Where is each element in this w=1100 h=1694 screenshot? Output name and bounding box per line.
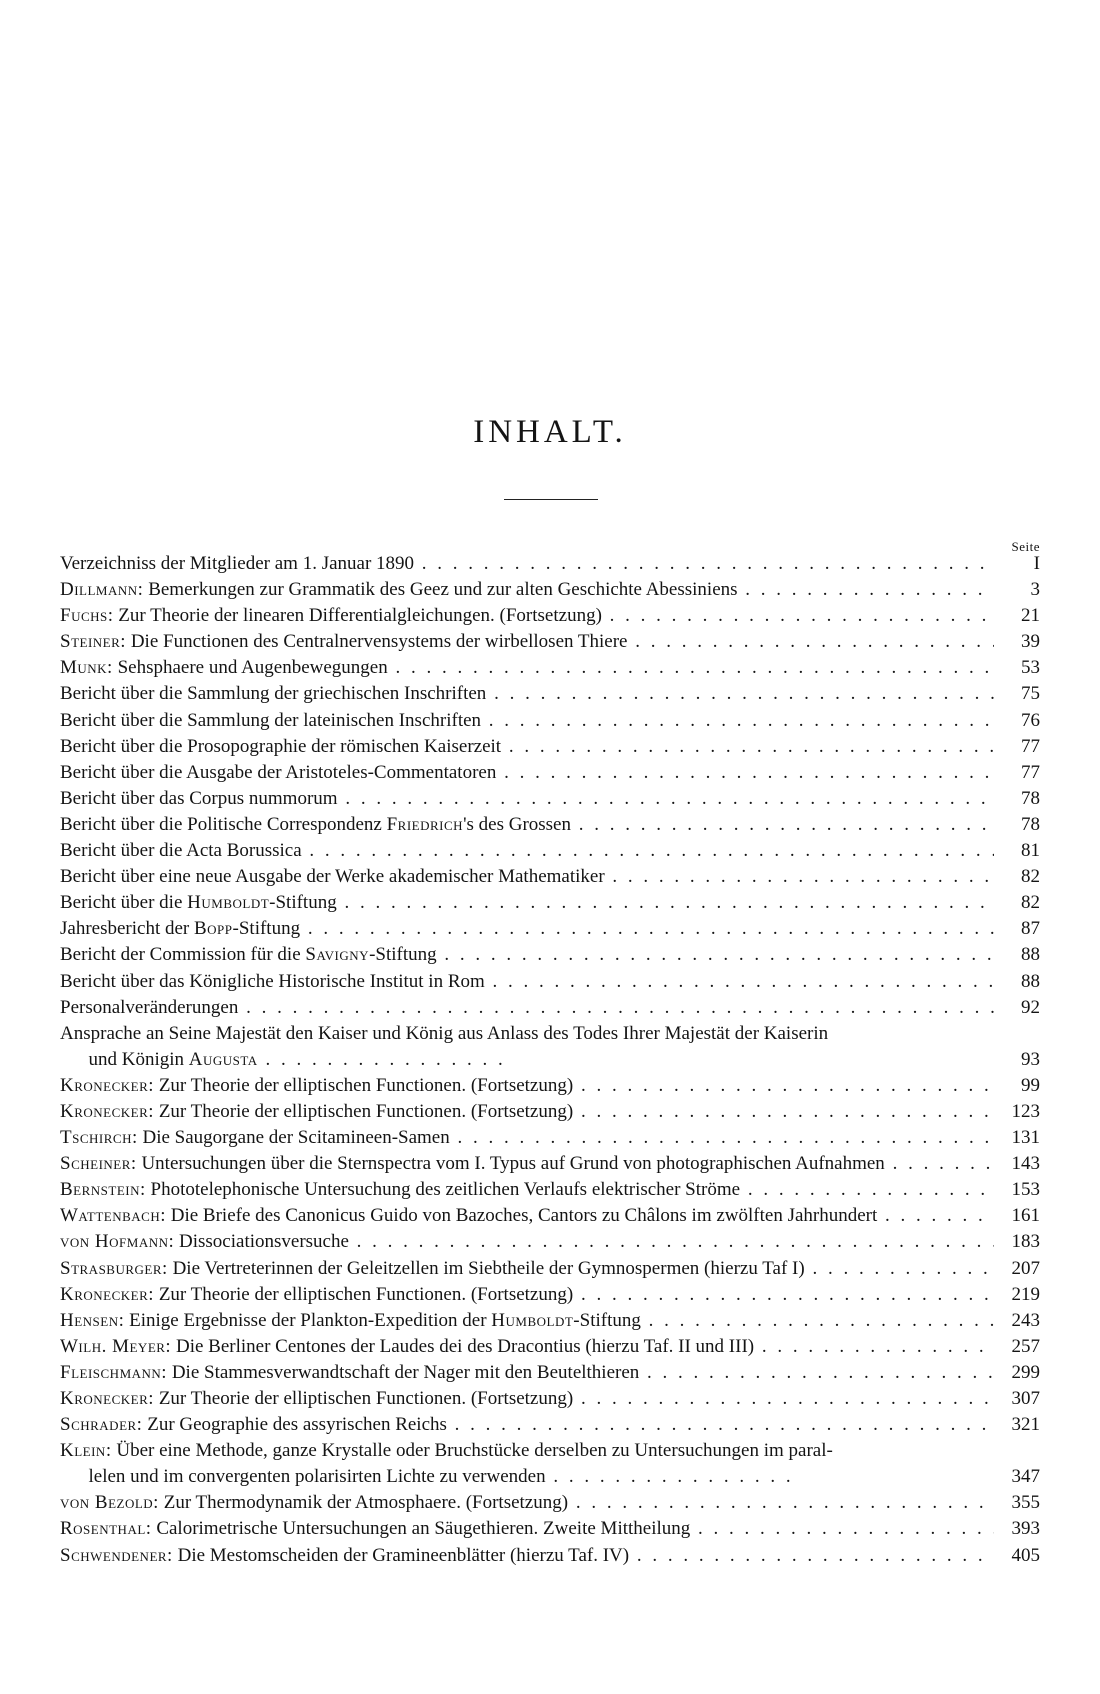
toc-entry xyxy=(60,1490,1040,1516)
toc-entry-page: 82 xyxy=(1021,866,1040,888)
toc-entry-text xyxy=(60,1516,994,1542)
toc-entry-text xyxy=(60,864,994,890)
toc-entry xyxy=(60,995,1040,1021)
toc-entry-page: 76 xyxy=(1021,709,1040,731)
toc-entry-title: Bericht über das Königliche Historische Institut in Rom xyxy=(60,970,485,992)
toc-entry xyxy=(60,838,1040,864)
toc-entry-text: Ansprache an Seine Majestät den Kaiser und König aus Anlass des Todes Ihrer Majestät der Kaiserin und Königin Augusta . . . . . . . . . . . . . . . . xyxy=(60,1022,829,1070)
toc-entry xyxy=(60,1308,1040,1334)
toc-entry xyxy=(60,1151,1040,1177)
toc-entry-page: 143 xyxy=(1011,1153,1040,1175)
toc-entry-text xyxy=(60,1412,994,1438)
toc-entry-page: 88 xyxy=(1021,970,1040,992)
toc-entry-title: Die Saugorgane der Scitamineen-Samen xyxy=(142,1127,450,1149)
toc-entry-page: 153 xyxy=(1011,1179,1040,1201)
toc-entry xyxy=(60,1229,1040,1255)
toc-entry-title: Bericht über die Ausgabe der Aristoteles-Commentatoren xyxy=(60,761,497,783)
toc-entry xyxy=(60,708,1040,734)
toc-entry-text xyxy=(60,708,994,734)
toc-entry-text xyxy=(60,1177,994,1203)
toc-entry xyxy=(60,734,1040,760)
toc-entry-text xyxy=(60,1360,994,1386)
toc-entry-text xyxy=(60,577,994,603)
toc-entry-page: 3 xyxy=(1030,579,1040,601)
toc-entry-title: Bericht über das Corpus nummorum xyxy=(60,787,338,809)
toc-entry-page: 77 xyxy=(1021,761,1040,783)
toc-entry-page: 183 xyxy=(1011,1231,1040,1253)
toc-entry xyxy=(60,655,1040,681)
toc-entry-text xyxy=(60,1282,994,1308)
toc-entry-author: Schrader: xyxy=(60,1414,143,1436)
toc-entry-page: 81 xyxy=(1021,840,1040,862)
toc-entry xyxy=(60,1386,1040,1412)
toc-entry-author: Wilh. Meyer: xyxy=(60,1335,172,1357)
toc-entry-title: Jahresbericht der xyxy=(60,918,190,940)
toc-entry-page: 347 xyxy=(1011,1466,1040,1488)
toc-entry-author: Bernstein: xyxy=(60,1179,146,1201)
toc-entry-author: Scheiner: xyxy=(60,1153,137,1175)
toc-entry-title: Zur Theorie der elliptischen Functionen. (Fortsetzung) xyxy=(158,1100,574,1122)
toc-entry-title: Bemerkungen zur Grammatik des Geez und zur alten Geschichte Abessiniens xyxy=(148,579,738,601)
toc-entry-text xyxy=(60,1308,994,1334)
toc-entry-title: Bericht über eine neue Ausgabe der Werke akademischer Mathematiker xyxy=(60,866,605,888)
toc-entry-text xyxy=(60,1073,994,1099)
toc-entry-page: 307 xyxy=(1011,1388,1040,1409)
toc-entry-page: 257 xyxy=(1011,1335,1040,1357)
toc-entry xyxy=(60,1256,1040,1282)
toc-entry-title: Die Functionen des Centralnervensystems der wirbellosen Thiere xyxy=(130,631,628,653)
toc-entry xyxy=(60,1438,1040,1490)
toc-entry-page: 355 xyxy=(1011,1492,1040,1514)
page-title: INHALT. xyxy=(473,414,627,450)
toc-entry-title: Über eine Methode, ganze Krystalle oder Bruchstücke derselben zu Untersuchungen im paral- xyxy=(116,1440,833,1462)
toc-entry-smallcaps: Augusta xyxy=(188,1048,258,1070)
toc-entry xyxy=(60,1099,1040,1125)
toc-entry-text xyxy=(60,942,994,968)
toc-entry-title-suffix: -Stiftung xyxy=(232,918,301,940)
toc-entry-page: I xyxy=(1033,553,1040,574)
toc-entry-title: Zur Geographie des assyrischen Reichs xyxy=(147,1414,447,1436)
toc-entry-author: von Bezold: xyxy=(60,1492,159,1514)
toc-entry-title: Sehsphaere und Augenbewegungen xyxy=(117,657,388,679)
toc-entry-text xyxy=(60,655,994,681)
toc-entry xyxy=(60,1360,1040,1386)
table-of-contents xyxy=(60,539,1040,1569)
toc-entry-author: Hensen: xyxy=(60,1309,125,1331)
toc-entry xyxy=(60,1125,1040,1151)
toc-entry-title: Die Berliner Centones der Laudes dei des Dracontius (hierzu Taf. II und III) xyxy=(175,1335,755,1357)
toc-entry-page: 321 xyxy=(1011,1414,1040,1436)
toc-entry-text xyxy=(60,786,994,812)
toc-entry-page: 207 xyxy=(1011,1257,1040,1279)
toc-entry xyxy=(60,577,1040,603)
toc-entry-author: Kronecker: xyxy=(60,1100,155,1122)
toc-entry-title: Zur Thermodynamik der Atmosphaere. (Fortsetzung) xyxy=(163,1492,569,1514)
toc-entry-text xyxy=(60,551,994,577)
toc-entry xyxy=(60,1516,1040,1542)
toc-entry xyxy=(60,1177,1040,1203)
toc-entry-page: 21 xyxy=(1021,605,1040,627)
toc-list xyxy=(60,551,1040,1569)
toc-entry xyxy=(60,786,1040,812)
toc-entry-title-suffix: -Stiftung xyxy=(573,1309,641,1331)
toc-entry-smallcaps: Savigny xyxy=(305,944,370,966)
toc-entry-page: 78 xyxy=(1021,813,1040,835)
toc-entry-text xyxy=(60,969,994,995)
toc-entry-text xyxy=(60,1151,994,1177)
toc-entry-title: Personalveränderungen xyxy=(60,996,239,1018)
toc-entry-text xyxy=(60,1229,994,1255)
toc-entry-author: Schwendener: xyxy=(60,1544,173,1566)
toc-entry xyxy=(60,681,1040,707)
toc-entry-smallcaps: Humboldt xyxy=(491,1309,574,1331)
toc-entry-page: 219 xyxy=(1011,1283,1040,1305)
toc-entry-text xyxy=(60,812,994,838)
toc-entry-page: 393 xyxy=(1011,1518,1040,1540)
toc-entry-text xyxy=(60,1099,994,1125)
toc-entry-text xyxy=(60,760,994,786)
toc-entry-text xyxy=(60,1125,994,1151)
toc-entry-page: 123 xyxy=(1011,1100,1040,1122)
toc-entry-title: Zur Theorie der linearen Differentialgleichungen. (Fortsetzung) xyxy=(118,605,602,627)
toc-entry-title: Bericht über die Acta Borussica xyxy=(60,840,302,862)
toc-entry-page: 88 xyxy=(1021,944,1040,966)
toc-entry-text xyxy=(60,629,994,655)
toc-entry-title: Bericht über die Politische Correspondenz xyxy=(60,813,382,835)
toc-entry-continuation: lelen und im convergenten polarisirten Lichte zu verwenden xyxy=(88,1466,546,1488)
toc-entry-text xyxy=(60,890,994,916)
toc-entry-page: 131 xyxy=(1011,1127,1040,1149)
title-divider xyxy=(504,499,598,500)
toc-entry-author: Kronecker: xyxy=(60,1283,155,1305)
toc-entry-text xyxy=(60,838,994,864)
toc-entry-title: Bericht der Commission für die xyxy=(60,944,301,966)
toc-entry xyxy=(60,629,1040,655)
toc-entry-author: Klein: xyxy=(60,1440,112,1462)
toc-entry-page: 93 xyxy=(1021,1048,1040,1070)
toc-entry-page: 39 xyxy=(1021,631,1040,653)
toc-entry-continuation: und Königin xyxy=(88,1048,185,1070)
toc-entry-author: Steiner: xyxy=(60,631,127,653)
toc-entry-page: 92 xyxy=(1021,996,1040,1018)
toc-entry-author: Dillmann: xyxy=(60,579,144,601)
page-column-header: Seite xyxy=(1011,539,1040,554)
toc-entry-title-suffix: -Stiftung xyxy=(269,892,337,914)
toc-entry-title: Bericht über die Prosopographie der römischen Kaiserzeit xyxy=(60,735,502,757)
toc-entry-title: Phototelephonische Untersuchung des zeitlichen Verlaufs elektrischer Ströme xyxy=(150,1179,741,1201)
toc-entry-title-suffix: 's des Grossen xyxy=(463,813,571,835)
toc-entry-author: Tschirch: xyxy=(60,1127,138,1149)
toc-entry-title-suffix: -Stiftung xyxy=(369,944,437,966)
toc-entry-page: 87 xyxy=(1021,918,1040,940)
toc-entry-page: 77 xyxy=(1021,735,1040,757)
toc-entry xyxy=(60,760,1040,786)
toc-entry-text xyxy=(60,1203,994,1229)
toc-entry xyxy=(60,1334,1040,1360)
toc-entry-title: Die Stammesverwandtschaft der Nager mit den Beutelthieren xyxy=(171,1361,640,1383)
toc-entry-title: Untersuchungen über die Sternspectra vom I. Typus auf Grund von photographischen Aufnahmen xyxy=(141,1153,885,1175)
toc-entry-title: Bericht über die Sammlung der lateinischen Inschriften xyxy=(60,709,482,731)
toc-entry-author: Fuchs: xyxy=(60,605,114,627)
toc-entry-title: Einige Ergebnisse der Plankton-Expedition der xyxy=(129,1309,487,1331)
toc-entry-author: Kronecker: xyxy=(60,1074,155,1096)
toc-entry-page: 75 xyxy=(1021,683,1040,705)
toc-entry-text xyxy=(60,1256,994,1282)
toc-entry-author: von Hofmann: xyxy=(60,1231,175,1253)
toc-entry-title: Die Vertreterinnen der Geleitzellen im Siebtheile der Gymnospermen (hierzu Taf I) xyxy=(172,1257,805,1279)
toc-entry xyxy=(60,551,1040,577)
toc-entry xyxy=(60,1412,1040,1438)
toc-entry xyxy=(60,916,1040,942)
toc-entry-author: Fleischmann: xyxy=(60,1361,168,1383)
toc-entry-page: 99 xyxy=(1021,1074,1040,1096)
toc-entry xyxy=(60,603,1040,629)
toc-entry-author: Strasburger: xyxy=(60,1257,168,1279)
toc-entry-text xyxy=(60,916,994,942)
toc-entry-text xyxy=(60,1490,994,1516)
toc-entry-title: Zur Theorie der elliptischen Functionen. (Fortsetzung) xyxy=(158,1074,574,1096)
toc-entry-title: Calorimetrische Untersuchungen an Säugethieren. Zweite Mittheilung xyxy=(156,1518,691,1540)
toc-entry xyxy=(60,812,1040,838)
toc-entry-page: 405 xyxy=(1011,1544,1040,1566)
toc-entry-title: Bericht über die xyxy=(60,892,183,914)
toc-entry xyxy=(60,864,1040,890)
toc-entry-smallcaps: Bopp xyxy=(194,918,233,940)
toc-entry-page: 82 xyxy=(1021,892,1040,914)
toc-entry xyxy=(60,1543,1040,1569)
toc-entry-page: 243 xyxy=(1011,1309,1040,1331)
toc-entry-title: Verzeichniss der Mitglieder am 1. Januar 1890 xyxy=(60,553,415,574)
toc-entry-text xyxy=(60,1334,994,1360)
toc-entry xyxy=(60,942,1040,968)
toc-entry-page: 161 xyxy=(1011,1205,1040,1227)
toc-entry-text xyxy=(60,1386,994,1412)
toc-entry-text xyxy=(60,734,994,760)
toc-entry-text xyxy=(60,681,994,707)
toc-entry-page: 299 xyxy=(1011,1361,1040,1383)
toc-entry xyxy=(60,1021,1040,1073)
toc-entry-author: Munk: xyxy=(60,657,113,679)
toc-entry xyxy=(60,1073,1040,1099)
toc-entry-title: Ansprache an Seine Majestät den Kaiser und König aus Anlass des Todes Ihrer Majestät der Kaiserin xyxy=(60,1022,829,1044)
toc-entry xyxy=(60,1282,1040,1308)
toc-entry-text: Klein: Über eine Methode, ganze Krystalle oder Bruchstücke derselben zu Untersuchungen im paral- lelen und im convergenten polarisirten Lichte zu verwenden . . . . . . . . . . . . . . . . xyxy=(60,1440,833,1488)
toc-entry-author: Wattenbach: xyxy=(60,1205,166,1227)
toc-entry-author: Rosenthal: xyxy=(60,1518,152,1540)
toc-entry xyxy=(60,1203,1040,1229)
toc-entry-smallcaps: Humboldt xyxy=(187,892,270,914)
toc-entry-text xyxy=(60,603,994,629)
toc-entry-smallcaps: Friedrich xyxy=(386,813,464,835)
toc-entry-title: Die Briefe des Canonicus Guido von Bazoches, Cantors zu Châlons im zwölften Jahrhundert xyxy=(170,1205,878,1227)
toc-entry-text xyxy=(60,1543,994,1569)
toc-entry-title: Zur Theorie der elliptischen Functionen. (Fortsetzung) xyxy=(158,1388,574,1409)
toc-entry-title: Die Mestomscheiden der Gramineenblätter (hierzu Taf. IV) xyxy=(177,1544,630,1566)
toc-entry-page: 53 xyxy=(1021,657,1040,679)
toc-entry xyxy=(60,969,1040,995)
toc-entry-page: 78 xyxy=(1021,787,1040,809)
toc-entry-author: Kronecker: xyxy=(60,1388,155,1409)
toc-entry-title: Bericht über die Sammlung der griechischen Inschriften xyxy=(60,683,487,705)
toc-entry-text xyxy=(60,995,994,1021)
toc-entry-title: Dissociationsversuche xyxy=(179,1231,349,1253)
toc-entry xyxy=(60,890,1040,916)
toc-entry-title: Zur Theorie der elliptischen Functionen. (Fortsetzung) xyxy=(158,1283,574,1305)
